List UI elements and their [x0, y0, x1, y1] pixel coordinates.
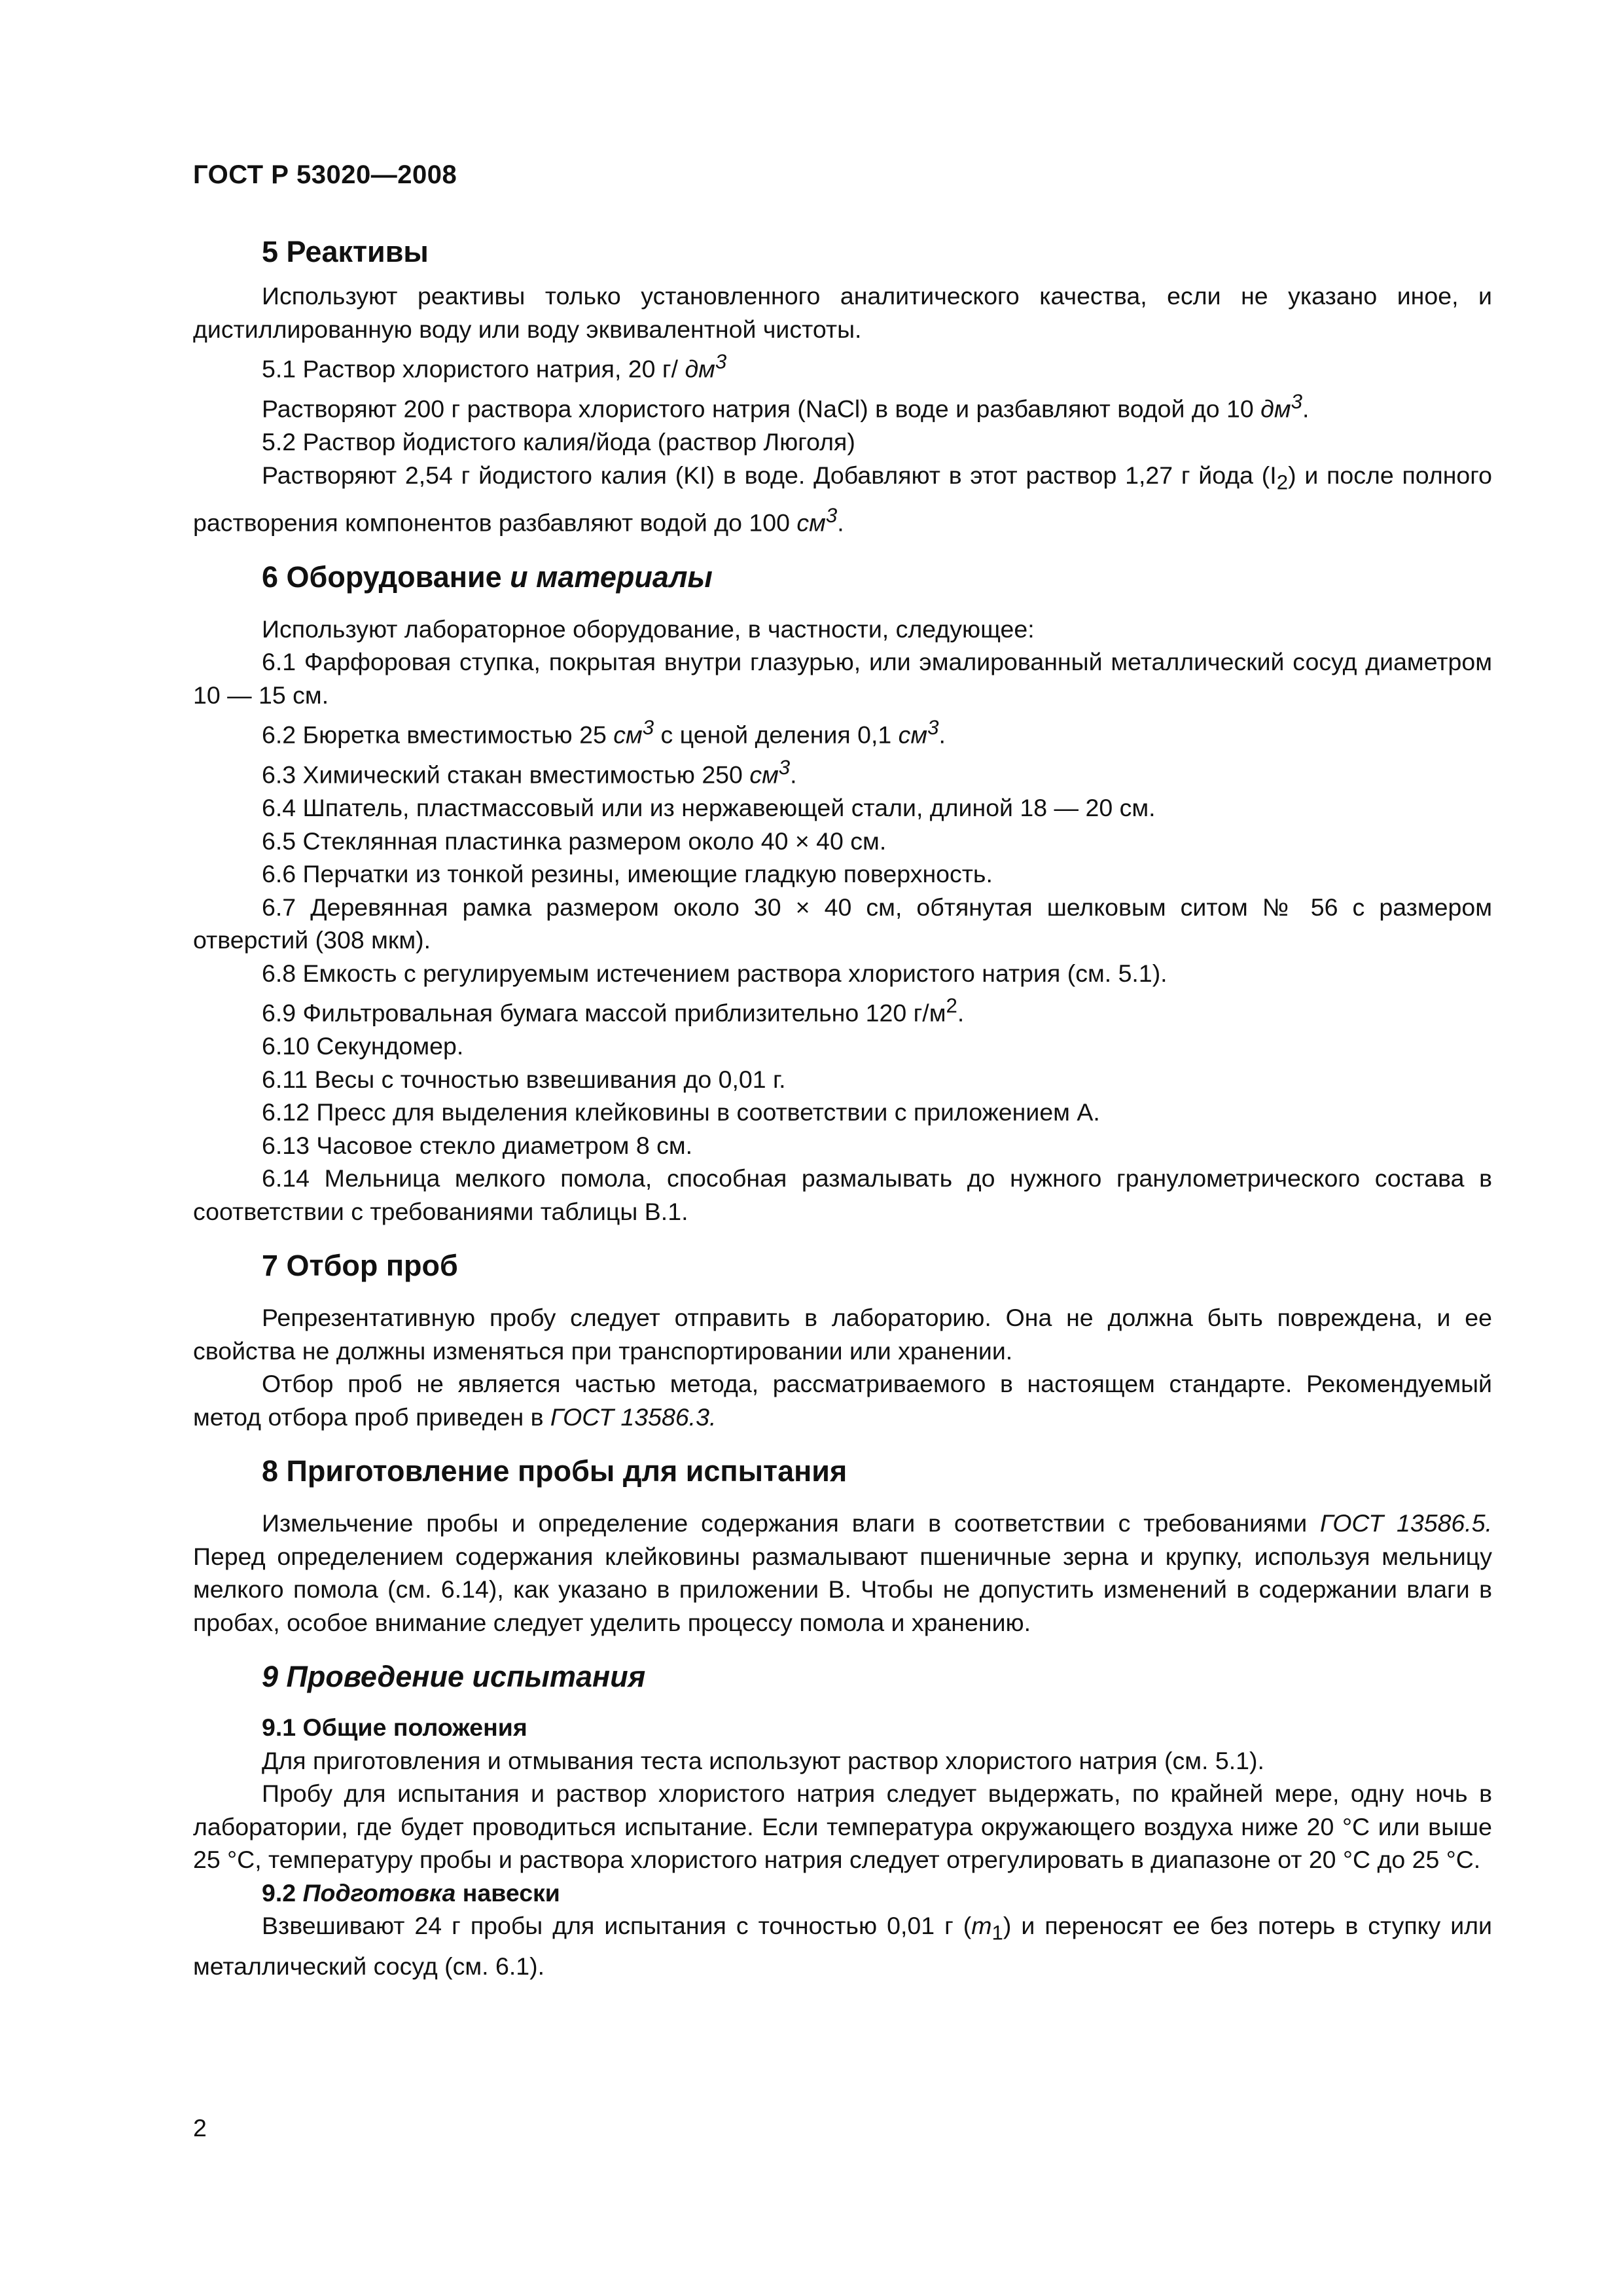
s5-item-5-2: 5.2 Раствор йодистого калия/йода (раствор Люголя) [262, 428, 855, 456]
s6-item-6-7: 6.7 Деревянная рамка размером около 30 × 40 см, обтянутая шелковым ситом № 56 с размером отверстий (308 мкм). [193, 893, 1492, 954]
subsection-9-1-title: 9.1 Общие положения [262, 1713, 527, 1741]
document-body [193, 232, 1492, 1983]
section-6-title: 6 Оборудование и материалы [262, 560, 713, 594]
s9-paragraph-1: Для приготовления и отмывания теста используют раствор хлористого натрия (см. 5.1). [262, 1746, 1264, 1774]
s7-paragraph-1: Репрезентативную пробу следует отправить в лабораторию. Она не должна быть повреждена, и ее свойства не должны изменяться при транспортировании или хранении. [193, 1304, 1492, 1365]
s6-item-6-9: 6.9 Фильтровальная бумага массой приблизительно 120 $г/м^2$. [262, 994, 965, 1027]
s6-intro: Используют лабораторное оборудование, в частности, следующее: [262, 615, 1035, 643]
s9-paragraph-2: Пробу для испытания и раствор хлористого натрия следует выдержать, по крайней мере, одну ночь в лаборатории, где будет проводиться испытание. Если температура окружающего воздуха ниже 20 °С или выше 25 °С, температуру пробы и раствора хлористого натрия следует отрегулировать в диапазоне от 20 °С до 25 °С. [193, 1780, 1492, 1873]
s5-item-5-1: 5.1 Раствор хлористого натрия, 20 г/ $дм^3$ [262, 350, 727, 383]
s6-item-6-14: 6.14 Мельница мелкого помола, способная размалывать до нужного гранулометрического состава в соответствии с требованиями таблицы В.1. [193, 1164, 1492, 1225]
s6-item-6-4: 6.4 Шпатель, пластмассовый или из нержавеющей стали, длиной 18 — 20 см. [262, 794, 1156, 821]
s5-paragraph-3: Растворяют 200 г раствора хлористого натрия (NaCl) в воде и разбавляют водой до 10 $дм^3$. [262, 390, 1310, 423]
s6-item-6-13: 6.13 Часовое стекло диаметром 8 см. [262, 1131, 693, 1159]
page-number: 2 [193, 2114, 207, 2142]
section-9-title: 9 Проведение испытания [262, 1660, 646, 1693]
s6-item-6-6: 6.6 Перчатки из тонкой резины, имеющие гладкую поверхность. [262, 860, 993, 888]
s6-item-6-10: 6.10 Секундомер. [262, 1032, 464, 1060]
s5-paragraph-5: Растворяют 2,54 г йодистого калия (KI) в воде. Добавляют в этот раствор 1,27 г йода $(I_2)$ и после полного растворения компонентов разбавляют водой до 100 $см^3$. [193, 461, 1492, 536]
document-header: ГОСТ Р 53020—2008 [193, 160, 457, 189]
s8-paragraph-1: Измельчение пробы и определение содержания влаги в соответствии с требованиями ГОСТ 13586.5. Перед определением содержания клейковины размалывают пшеничные зерна и крупку, используя мельницу мелкого помола (см. 6.14), как указано в приложении В. Чтобы не допустить изменений в содержании влаги в пробах, особое внимание следует уделить процессу помола и хранению. [193, 1509, 1492, 1636]
s6-item-6-5: 6.5 Стеклянная пластинка размером около 40 × 40 см. [262, 827, 887, 855]
subsection-9-2-title: 9.2 Подготовка навески [262, 1878, 560, 1907]
s7-paragraph-2: Отбор проб не является частью метода, рассматриваемого в настоящем стандарте. Рекомендуемый метод отбора проб приведен в ГОСТ 13586.3. [193, 1370, 1492, 1431]
section-7-title: 7 Отбор проб [262, 1249, 458, 1282]
s6-item-6-2: 6.2 Бюретка вместимостью 25 $см^3$ с ценой деления 0,1 $см^3$. [262, 716, 946, 749]
s6-item-6-3: 6.3 Химический стакан вместимостью 250 $см^3$. [262, 756, 797, 789]
s5-paragraph-1: Используют реактивы только установленного аналитического качества, если не указано иное, и дистиллированную воду или воду эквивалентной чистоты. [193, 282, 1492, 343]
s9-paragraph-3: Взвешивают 24 г пробы для испытания с точностью 0,01 г $(m_1)$ и переносят ее без потерь в ступку или металлический сосуд (см. 6.1). [193, 1912, 1493, 1980]
section-8-title: 8 Приготовление пробы для испытания [262, 1454, 847, 1488]
s6-item-6-8: 6.8 Емкость с регулируемым истечением раствора хлористого натрия (см. 5.1). [262, 959, 1168, 987]
section-5-title: 5 Реактивы [262, 235, 429, 268]
s6-item-6-12: 6.12 Пресс для выделения клейковины в соответствии с приложением А. [262, 1098, 1100, 1126]
s6-item-6-11: 6.11 Весы с точностью взвешивания до 0,01 г. [262, 1065, 786, 1093]
s6-item-6-1: 6.1 Фарфоровая ступка, покрытая внутри глазурью, или эмалированный металлический сосуд диаметром 10 — 15 см. [193, 648, 1492, 709]
